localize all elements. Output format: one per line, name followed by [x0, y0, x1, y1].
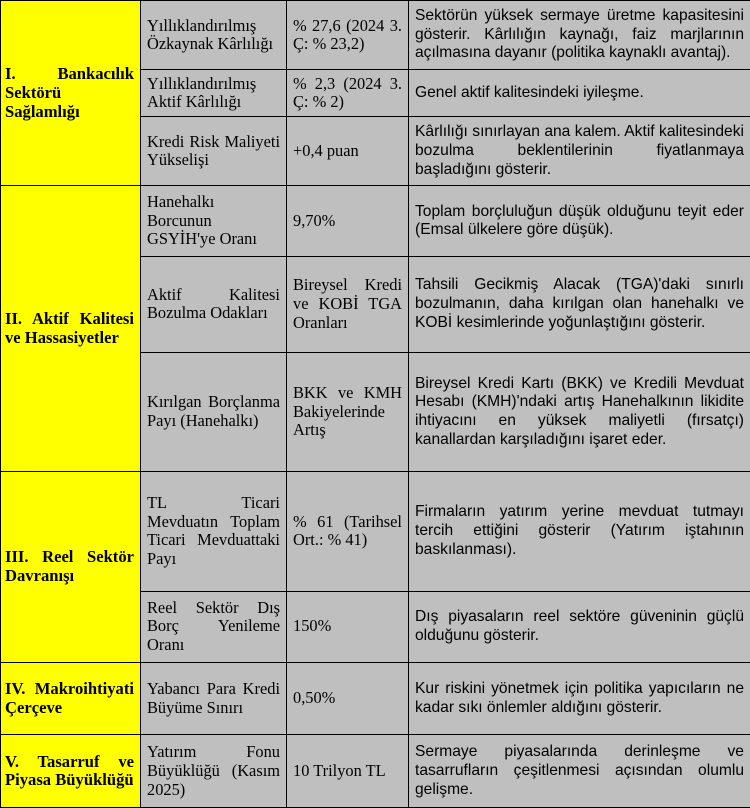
metric-cell: Kırılgan Borçlanma Payı (Hanehalkı) — [141, 352, 287, 471]
metric-cell: Yabancı Para Kredi Büyüme Sınırı — [141, 662, 287, 734]
value-cell: +0,4 puan — [287, 117, 409, 186]
metric-cell: Yatırım Fonu Büyüklüğü (Kasım 2025) — [141, 735, 287, 808]
table-row — [1, 662, 750, 734]
comment-cell: Dış piyasaların reel sektöre güveninin güçlü olduğunu gösterir. — [409, 591, 750, 662]
category-cell: III. Reel Sektör Davranışı — [1, 472, 141, 663]
metric-cell: Hanehalkı Borcunun GSYİH'ye Oranı — [141, 186, 287, 256]
value-cell: BKK ve KMH Bakiyelerinde Artış — [287, 352, 409, 471]
table-row — [1, 735, 750, 808]
table-row — [1, 1, 750, 70]
comment-cell: Genel aktif kalitesindeki iyileşme. — [409, 70, 750, 117]
table-row — [1, 472, 750, 591]
metric-cell: Reel Sektör Dış Borç Yenileme Oranı — [141, 591, 287, 662]
comment-cell: Toplam borçluluğun düşük olduğunu teyit eder (Emsal ülkelere göre düşük). — [409, 186, 750, 256]
comment-cell: Bireysel Kredi Kartı (BKK) ve Kredili Mevduat Hesabı (KMH)'ndaki artış Hanehalkının likidite ihtiyacını en yüksek maliyetli (fırsatçı) kanallardan karşıladığını işaret eder. — [409, 352, 750, 471]
table-row — [1, 186, 750, 256]
category-cell: I. Bankacılık Sektörü Sağlamlığı — [1, 1, 141, 186]
value-cell: 0,50% — [287, 662, 409, 734]
value-cell: 10 Trilyon TL — [287, 735, 409, 808]
category-cell: II. Aktif Kalitesi ve Hassasiyetler — [1, 186, 141, 472]
value-cell: 150% — [287, 591, 409, 662]
value-cell: % 61 (Tarihsel Ort.: % 41) — [287, 472, 409, 591]
comment-cell: Tahsili Gecikmiş Alacak (TGA)'daki sınırlı bozulmanın, daha kırılgan olan hanehalkı ve KOBİ kesimlerinde yoğunlaştığını gösterir. — [409, 256, 750, 352]
value-cell: 9,70% — [287, 186, 409, 256]
comment-cell: Sermaye piyasalarında derinleşme ve tasarrufların çeşitlenmesi açısından olumlu gelişme. — [409, 735, 750, 808]
comment-cell: Kur riskini yönetmek için politika yapıcıların ne kadar sıkı önlemler aldığını gösterir. — [409, 662, 750, 734]
metric-cell: Yıllıklandırılmış Özkaynak Kârlılığı — [141, 1, 287, 70]
category-cell: IV. Makroihtiyati Çerçeve — [1, 662, 141, 734]
comment-cell: Sektörün yüksek sermaye üretme kapasitesini gösterir. Kârlılığın kaynağı, faiz marjlarının açılmasına dayanır (politika kaynaklı avantaj). — [409, 1, 750, 70]
value-cell: % 27,6 (2024 3. Ç: % 23,2) — [287, 1, 409, 70]
metric-cell: Yıllıklandırılmış Aktif Kârlılığı — [141, 70, 287, 117]
metric-cell: Aktif Kalitesi Bozulma Odakları — [141, 256, 287, 352]
comment-cell: Firmaların yatırım yerine mevduat tutmayı tercih ettiğini gösterir (Yatırım iştahının baskılanması). — [409, 472, 750, 591]
metric-cell: Kredi Risk Maliyeti Yükselişi — [141, 117, 287, 186]
value-cell: % 2,3 (2024 3. Ç: % 2) — [287, 70, 409, 117]
value-cell: Bireysel Kredi ve KOBİ TGA Oranları — [287, 256, 409, 352]
metric-cell: TL Ticari Mevduatın Toplam Ticari Mevduattaki Payı — [141, 472, 287, 591]
category-cell: V. Tasarruf ve Piyasa Büyüklüğü — [1, 735, 141, 808]
comment-cell: Kârlılığı sınırlayan ana kalem. Aktif kalitesindeki bozulma beklentilerinin fiyatlanmaya başladığını gösterir. — [409, 117, 750, 186]
